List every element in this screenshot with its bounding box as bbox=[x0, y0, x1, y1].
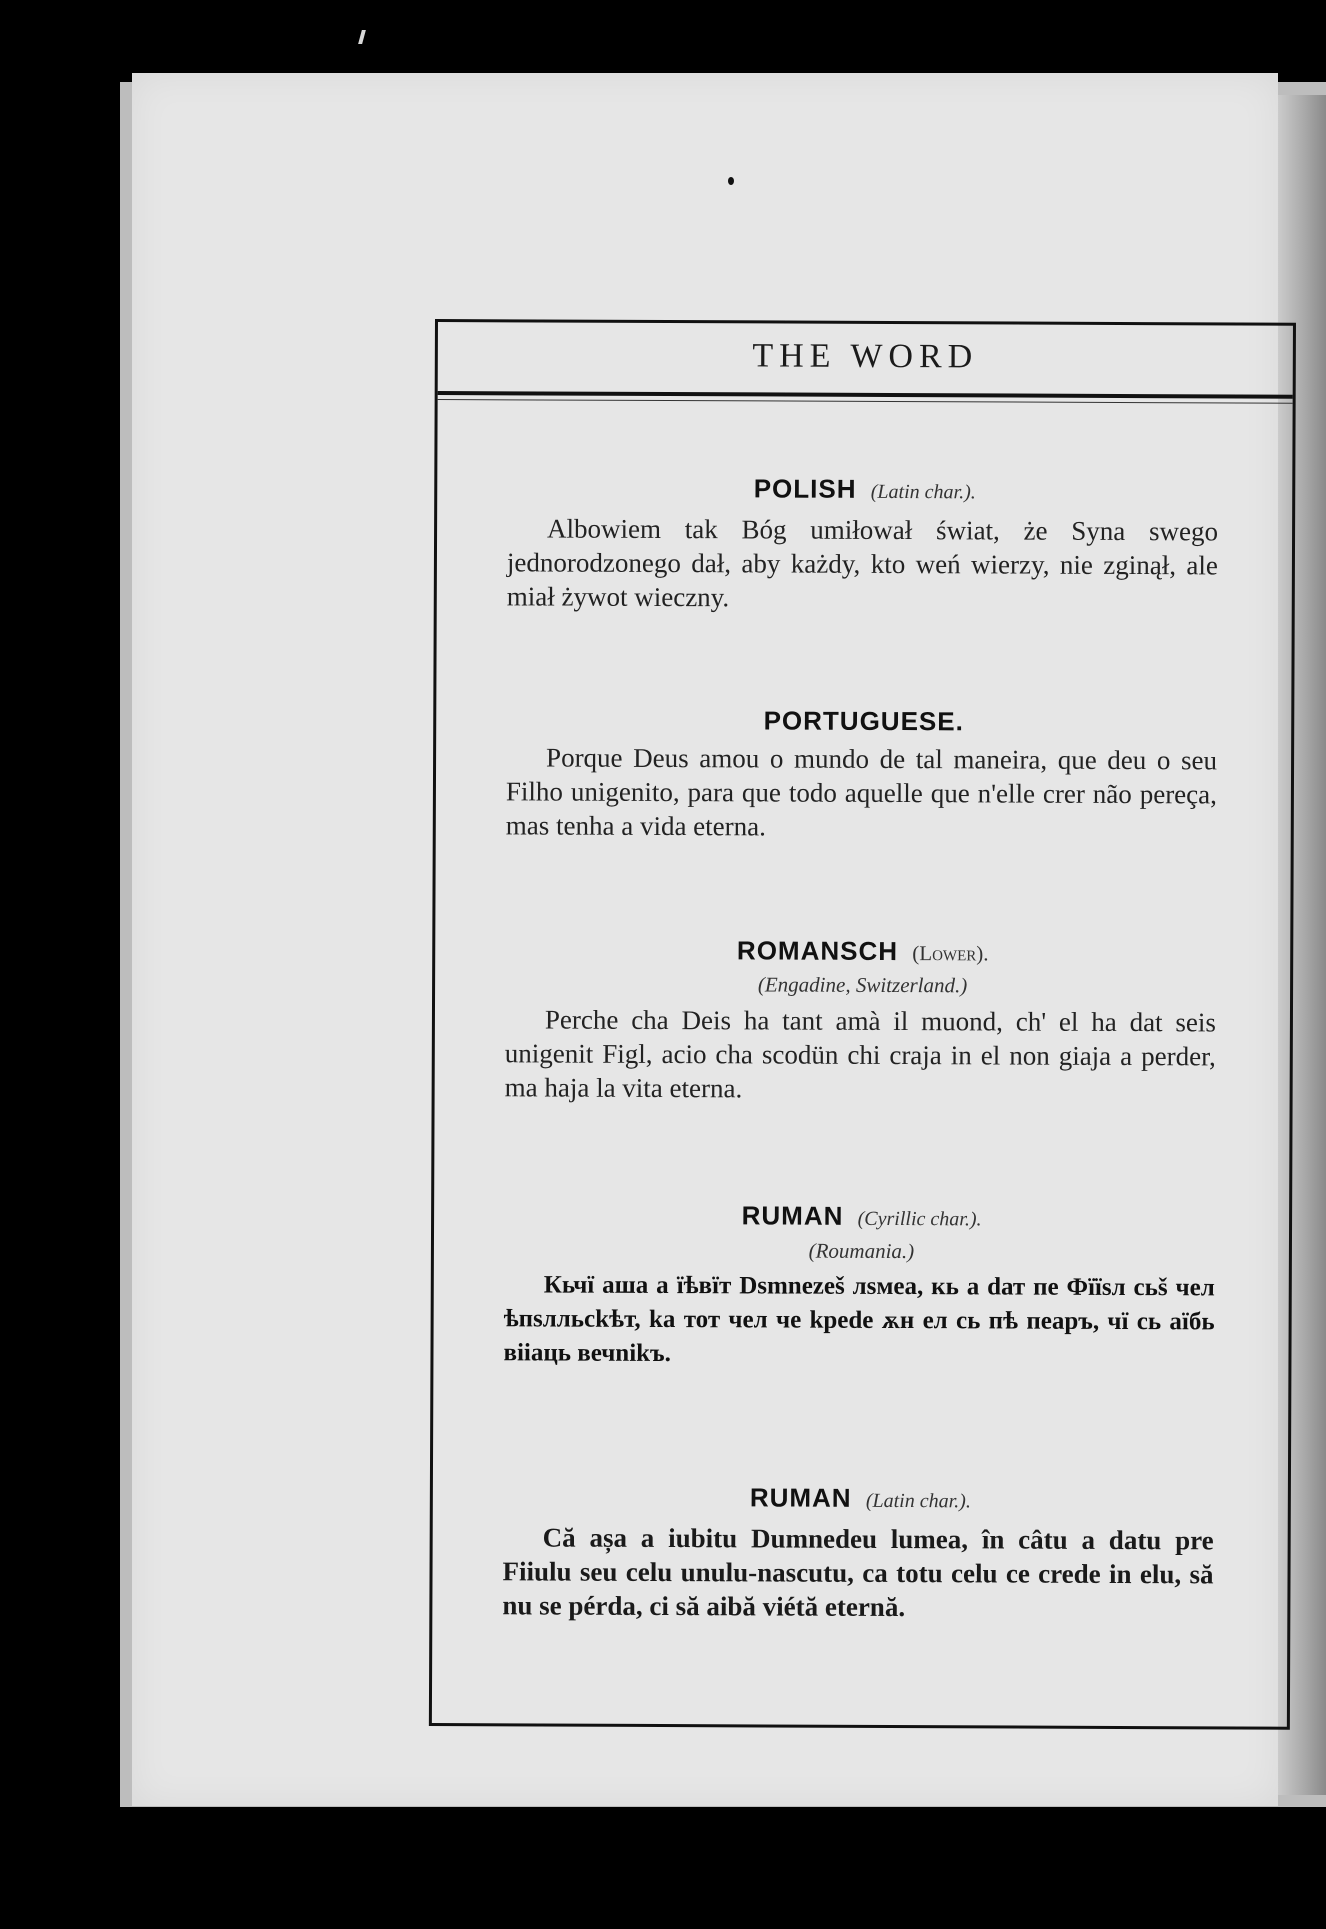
language-name: PORTUGUESE. bbox=[763, 705, 964, 737]
language-name: RUMAN bbox=[741, 1200, 844, 1231]
content-frame bbox=[429, 319, 1296, 1730]
verse-text: Perche cha Deis ha tant amà il muond, ch' el ha dat seis unigenit Figl, acio cha scodün chi craja in el non giaja a perder, ma haja la vita eterna. bbox=[504, 1004, 1217, 1104]
script-note: (Latin char.). bbox=[870, 480, 976, 504]
running-header bbox=[438, 322, 1293, 399]
section-polish bbox=[437, 470, 1293, 617]
scan-artifact-mark bbox=[358, 30, 366, 44]
script-note: (Latin char.). bbox=[865, 1489, 971, 1513]
section-portuguese bbox=[436, 702, 1292, 846]
verse-text: Porque Deus amou o mundo de tal maneira, que deu o seu Filho unigenito, para que todo aquelle que n'elle crer não pereça, mas tenha a vida eterna. bbox=[505, 742, 1218, 842]
region-note: (Roumania.) bbox=[808, 1238, 915, 1264]
verse-text: Albowiem tak Bóg umiłował świat, że Syna swego jednorodzonego dał, aby każdy, kto weń wierzy, nie zginął, ale miał żywot wieczny. bbox=[506, 513, 1219, 613]
language-name: ROMANSCH bbox=[736, 935, 899, 967]
verse-text: Кьчї аша а їѣвїт Dsmnezeš лsмеа, кь а dат пе Фїїsл сьš чел ѣпsлльсkѣт, ka тот чел че kpede ѫн ел сь пѣ пеаръ, чї сь аїбь віiаць вечnikъ. bbox=[503, 1271, 1215, 1368]
section-heading bbox=[436, 702, 1291, 740]
book-page bbox=[132, 73, 1278, 1806]
language-name: RUMAN bbox=[749, 1482, 852, 1513]
page-dot bbox=[728, 177, 734, 185]
section-heading bbox=[437, 470, 1292, 511]
section-romansch-lower bbox=[435, 932, 1291, 1108]
language-name: POLISH bbox=[753, 473, 857, 504]
region-note: (Engadine, Switzerland.) bbox=[757, 972, 968, 998]
section-ruman-latin bbox=[432, 1479, 1288, 1626]
section-heading bbox=[434, 1197, 1289, 1238]
section-ruman-cyrillic bbox=[433, 1197, 1289, 1374]
script-note: (Cyrillic char.). bbox=[857, 1207, 982, 1231]
dialect-note: (Lower). bbox=[912, 941, 989, 966]
section-heading bbox=[433, 1479, 1288, 1520]
verse-text: Că așa a iubitu Dumnedeu lumea, în câtu a datu pre Fiiulu seu celu unulu-nascutu, ca totu celu ce crede in elu, să nu se pérda, ci să aibă viétă eternă. bbox=[502, 1522, 1214, 1623]
section-heading bbox=[435, 932, 1290, 972]
running-title: THE WORD bbox=[752, 337, 979, 376]
